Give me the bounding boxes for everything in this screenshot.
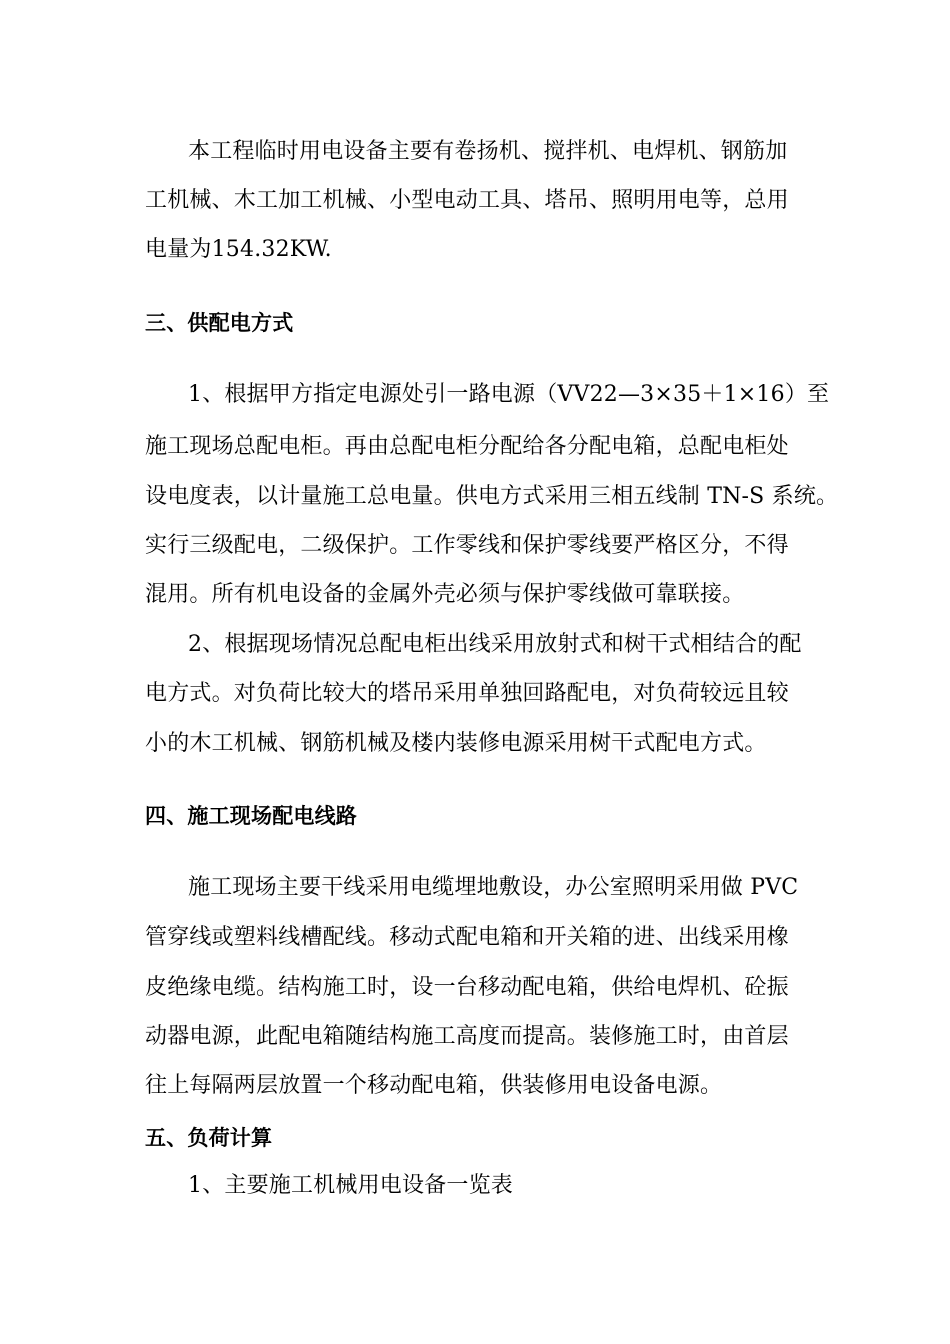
paragraph-line: 工机械、木工加工机械、小型电动工具、塔吊、照明用电等，总用 [145,188,789,213]
section-heading: 五、负荷计算 [145,1126,273,1150]
paragraph-line: 动器电源，此配电箱随结构施工高度而提高。装修施工时，由首层 [145,1024,789,1049]
paragraph-line: 1、根据甲方指定电源处引一路电源（VV22—3×35＋1×16）至 [188,382,830,407]
paragraph-line: 本工程临时用电设备主要有卷扬机、搅拌机、电焊机、钢筋加 [188,139,788,164]
paragraph-line: 混用。所有机电设备的金属外壳必须与保护零线做可靠联接。 [145,582,745,607]
paragraph-line: 往上每隔两层放置一个移动配电箱，供装修用电设备电源。 [145,1073,723,1098]
paragraph-line: 实行三级配电，二级保护。工作零线和保护零线要严格区分，不得 [145,533,789,558]
paragraph-line: 1、主要施工机械用电设备一览表 [188,1173,513,1198]
paragraph-line: 设电度表，以计量施工总电量。供电方式采用三相五线制 TN-S 系统。 [145,484,839,509]
paragraph-line: 小的木工机械、钢筋机械及楼内装修电源采用树干式配电方式。 [145,731,767,756]
paragraph-line: 管穿线或塑料线槽配线。移动式配电箱和开关箱的进、出线采用橡 [145,925,789,950]
paragraph-line: 电方式。对负荷比较大的塔吊采用单独回路配电，对负荷较远且较 [145,681,789,706]
paragraph-line: 施工现场主要干线采用电缆埋地敷设，办公室照明采用做 PVC [188,875,799,900]
paragraph-line: 电量为154.32KW. [145,237,332,262]
paragraph-line: 皮绝缘电缆。结构施工时，设一台移动配电箱，供给电焊机、砼振 [145,975,789,1000]
paragraph-line: 施工现场总配电柜。再由总配电柜分配给各分配电箱，总配电柜处 [145,434,789,459]
section-heading: 三、供配电方式 [145,311,294,335]
paragraph-line: 2、根据现场情况总配电柜出线采用放射式和树干式相结合的配 [188,632,802,657]
section-heading: 四、施工现场配电线路 [145,804,357,828]
